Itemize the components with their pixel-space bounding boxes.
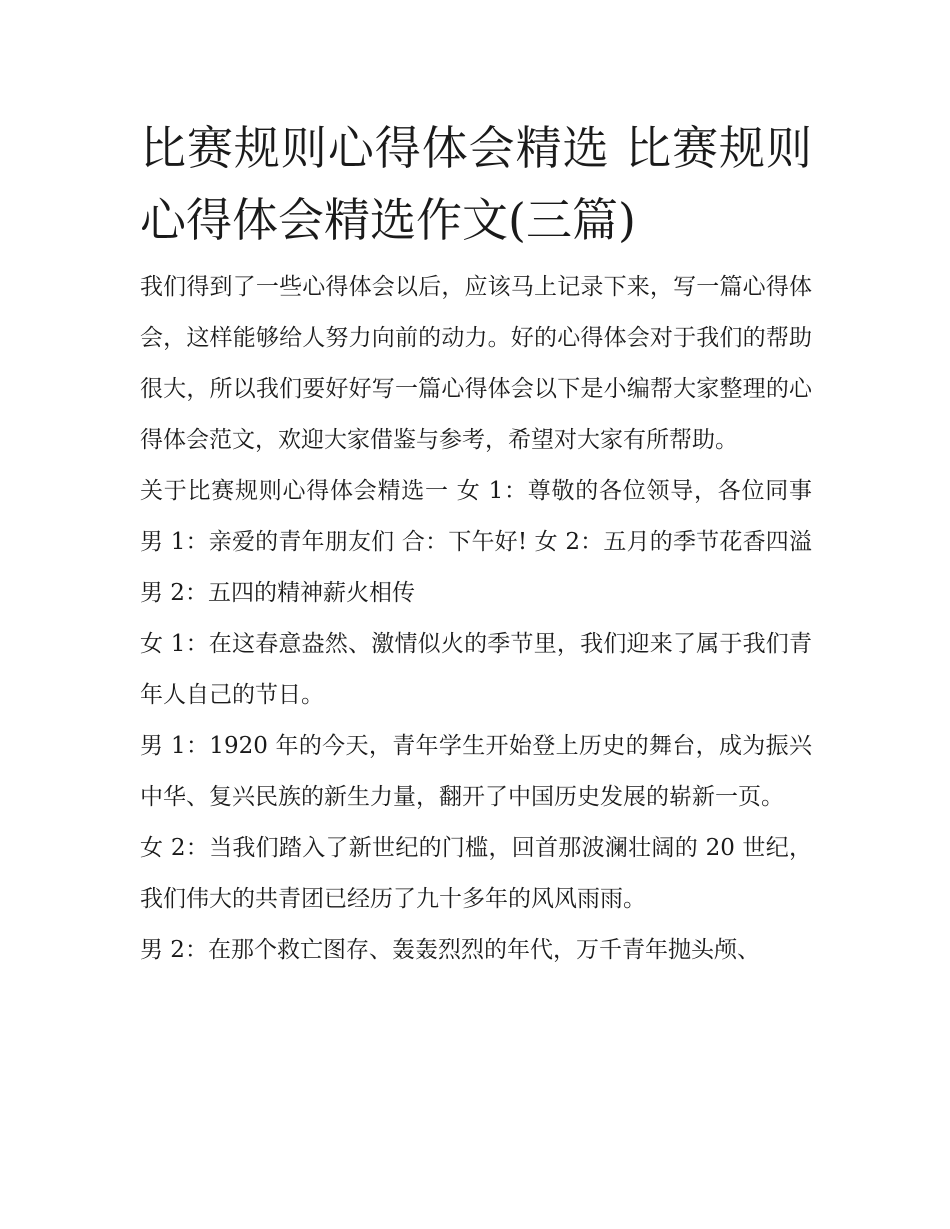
paragraph-male-1: 男 1：1920 年的今天，青年学生开始登上历史的舞台，成为振兴中华、复兴民族的新生力量，翻开了中国历史发展的崭新一页。 [140,733,812,810]
paragraph-female-1: 女 1：在这春意盎然、激情似火的季节里，我们迎来了属于我们青年人自己的节日。 [140,631,812,708]
paragraph-intro: 我们得到了一些心得体会以后，应该马上记录下来，写一篇心得体会，这样能够给人努力向前的动力。好的心得体会对于我们的帮助很大，所以我们要好好写一篇心得体会以下是小编帮大家整理的心得体会范文，欢迎大家借鉴与参考，希望对大家有所帮助。 [140,274,812,453]
paragraph-section-one: 关于比赛规则心得体会精选一 女 1：尊敬的各位领导，各位同事 男 1：亲爱的青年朋友们 合：下午好! 女 2：五月的季节花香四溢 男 2：五四的精神薪火相传 [140,478,812,606]
document-title: 比赛规则心得体会精选 比赛规则心得体会精选作文(三篇) [140,121,812,247]
paragraph-female-2: 女 2：当我们踏入了新世纪的门槛，回首那波澜壮阔的 20 世纪，我们伟大的共青团已经历了九十多年的风风雨雨。 [140,835,812,912]
document-body [140,112,812,976]
paragraph-male-2: 男 2：在那个救亡图存、轰轰烈烈的年代，万千青年抛头颅、 [140,937,760,963]
